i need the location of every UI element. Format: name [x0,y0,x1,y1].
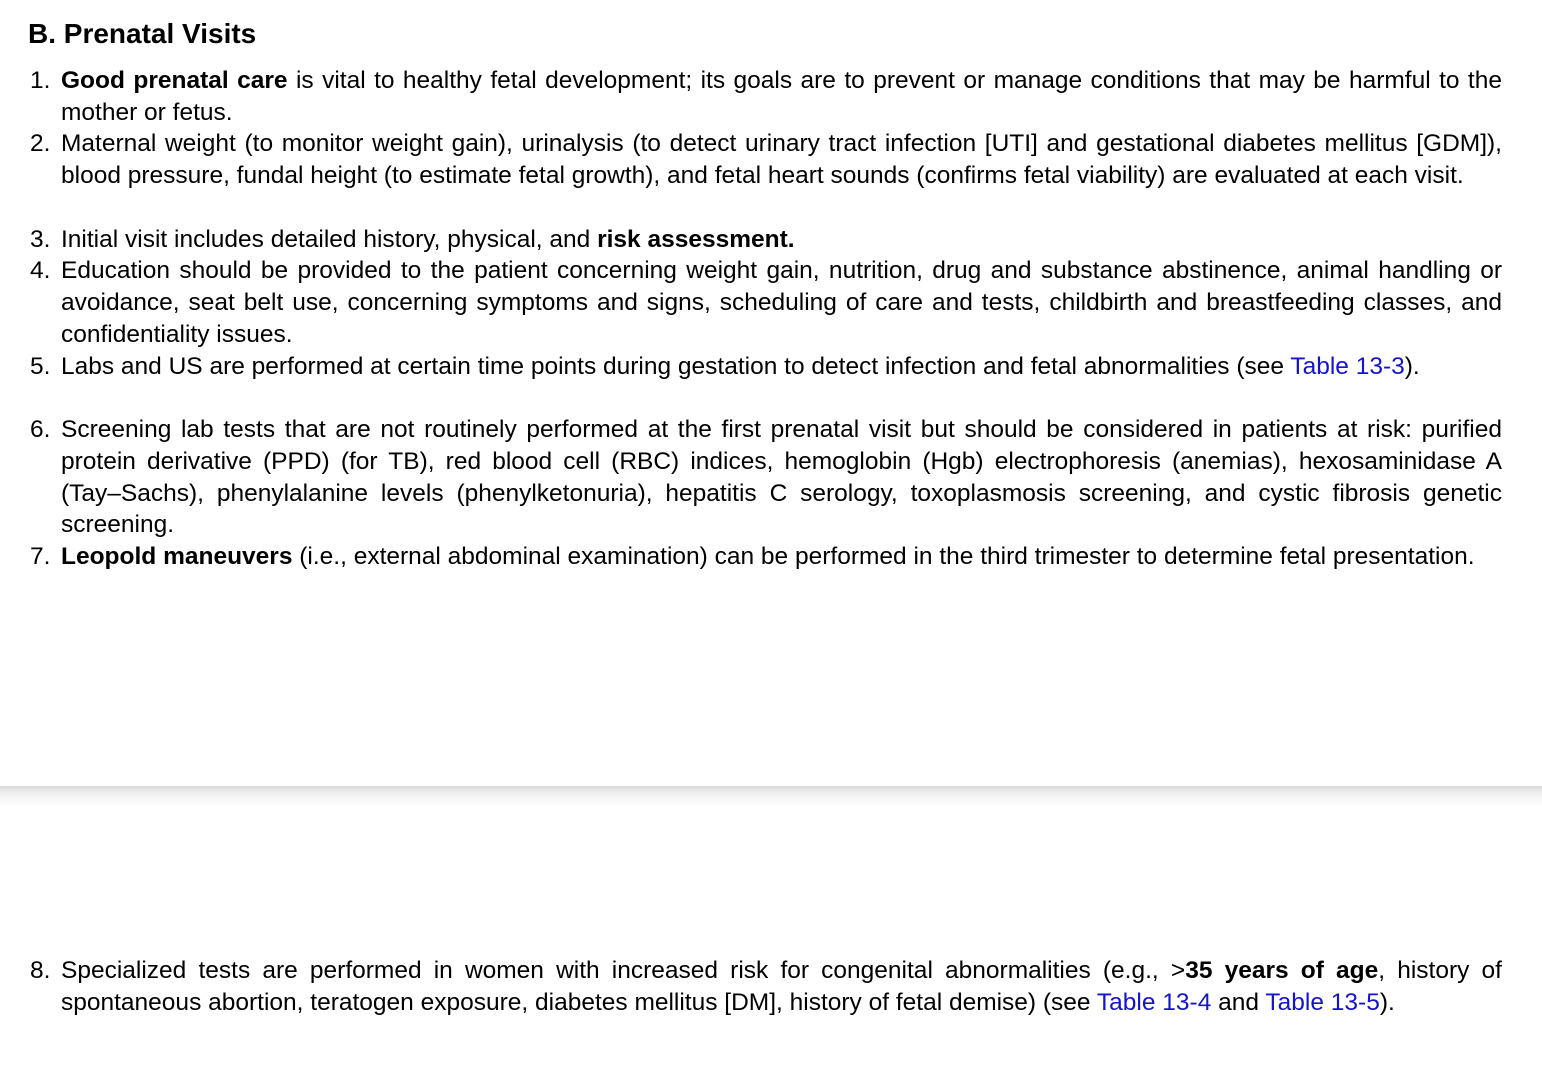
item-text: Screening lab tests that are not routinely performed at the first prenatal visit but should be considered in patients at risk: purified protein derivative (PPD) (for TB), red blood cell (RBC) indices, hemoglobin (Hgb) electrophoresis (anemias), hexosaminidase A (Tay–Sachs), phenylalanine levels (phenylketonuria), hepatitis C serology, toxoplasmosis screening, and cystic fibrosis genetic screening. [61,416,1502,539]
item-text: Maternal weight (to monitor weight gain), urinalysis (to detect urinary tract infection [UTI] and gestational diabetes mellitus [GDM]), blood pressure, fundal height (to estimate fetal growth), and fetal heart sounds (confirms fetal viability) are evaluated at each visit. [61,130,1502,189]
section-heading: B. Prenatal Visits [28,18,257,49]
item-body-end: ). [1379,988,1395,1016]
list-item-3 [30,224,1502,256]
bold-term: risk assessment. [597,226,795,253]
list-item-7 [30,541,1502,573]
item-body: Initial visit includes detailed history, physical, and [61,226,598,253]
list-item-6 [30,414,1502,541]
item-text [61,351,1502,383]
item-body-end: ). [1404,353,1420,380]
item-number: 5. [30,353,51,380]
item-body: Specialized tests are performed in women with increased risk for congenital abnormalities (e.g., > [61,957,1186,984]
item-number: 3. [30,226,51,253]
list-item-1 [30,65,1502,129]
list-item-4 [30,255,1502,350]
item-body: is vital to healthy fetal development; its goals are to prevent or manage conditions that may be harmful to the mother or fetus. [61,67,1502,126]
item-text [61,65,1502,129]
item-text [61,541,1502,573]
table-13-5-link[interactable]: Table 13-5 [1265,988,1380,1016]
table-13-3-link[interactable]: Table 13-3 [1290,353,1405,380]
item-body: (i.e., external abdominal examination) can be performed in the third trimester to determine fetal presentation. [292,543,1475,570]
item-body-join: and [1211,988,1266,1016]
list-item-5 [30,351,1502,383]
item-number: 7. [30,543,51,570]
bold-term: 35 years of age [1185,957,1379,984]
item-body: Labs and US are performed at certain time points during gestation to detect infection and fetal abnormalities (see [61,353,1291,380]
item-text [61,955,1502,1019]
bold-term: Leopold maneuvers [61,543,293,570]
item-number: 1. [30,67,51,94]
bold-term: Good prenatal care [61,67,288,94]
item-number: 6. [30,416,51,443]
item-number: 2. [30,130,51,157]
item-number: 8. [30,957,51,984]
list-item-8 [30,955,1502,1019]
item-body-cont: , history of spontaneous abortion, teratogen exposure, diabetes mellitus [DM], history of fetal demise) (see [61,957,1502,1016]
item-number: 4. [30,257,51,284]
page-break-divider [0,786,1542,806]
item-text: Education should be provided to the patient concerning weight gain, nutrition, drug and substance abstinence, animal handling or avoidance, seat belt use, concerning symptoms and signs, scheduling of care and tests, childbirth and breastfeeding classes, and confidentiality issues. [61,257,1502,348]
table-13-4-link[interactable]: Table 13-4 [1096,988,1212,1016]
list-item-2 [30,128,1502,192]
item-text [61,224,1502,256]
